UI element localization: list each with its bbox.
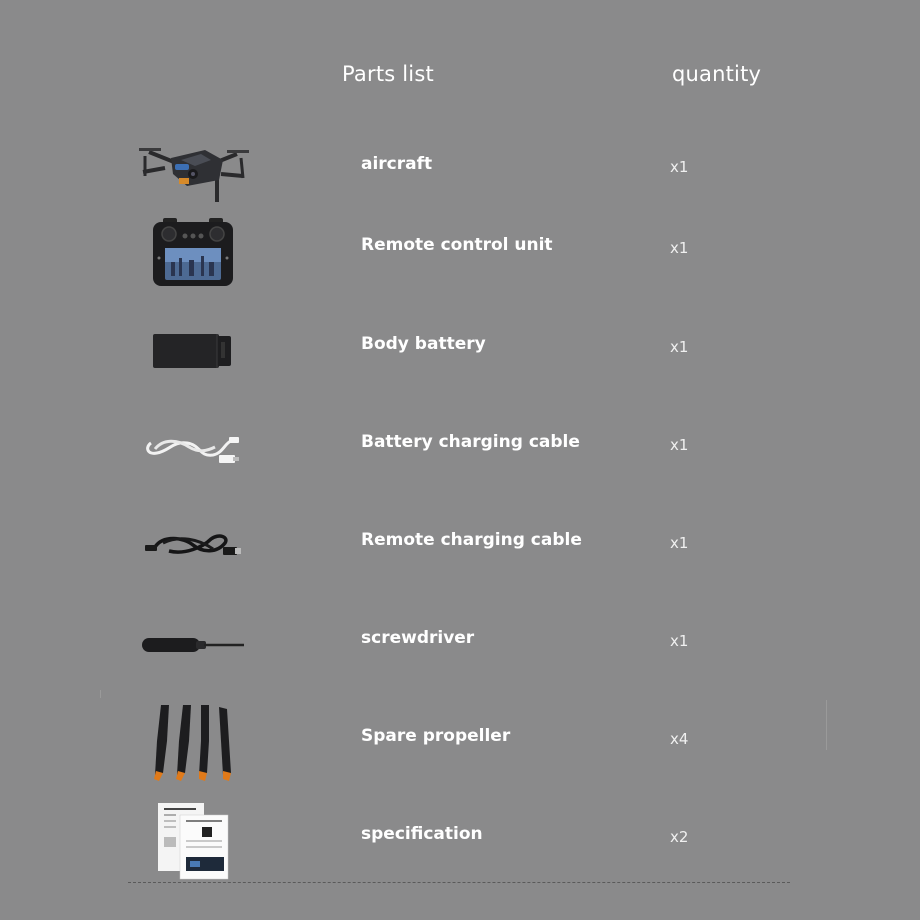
bottom-divider: [128, 882, 790, 883]
list-item: [0, 203, 920, 301]
divider: [826, 700, 827, 750]
list-item: [0, 302, 920, 400]
item-name: aircraft: [361, 154, 433, 174]
item-quantity: x1: [670, 338, 689, 356]
item-quantity: x4: [670, 730, 689, 748]
remote-controller-icon: [128, 203, 258, 301]
manual-icon: [128, 792, 258, 890]
list-item: [0, 596, 920, 694]
black-cable-icon: [128, 498, 258, 596]
propeller-icon: [128, 694, 258, 792]
item-name: Spare propeller: [361, 726, 511, 746]
item-quantity: x1: [670, 239, 689, 257]
list-item: [0, 694, 920, 792]
list-item: [0, 792, 920, 890]
item-name: Battery charging cable: [361, 432, 580, 452]
item-quantity: x1: [670, 436, 689, 454]
item-quantity: x1: [670, 632, 689, 650]
quantity-header: quantity: [672, 62, 762, 86]
battery-icon: [128, 302, 258, 400]
item-name: screwdriver: [361, 628, 475, 648]
parts-list-header: Parts list: [342, 62, 434, 86]
divider: [100, 690, 101, 698]
item-name: Remote charging cable: [361, 530, 582, 550]
item-name: specification: [361, 824, 483, 844]
item-quantity: x1: [670, 534, 689, 552]
item-name: Remote control unit: [361, 235, 553, 255]
item-name: Body battery: [361, 334, 486, 354]
list-item: [0, 400, 920, 498]
screwdriver-icon: [128, 596, 258, 694]
white-cable-icon: [128, 400, 258, 498]
list-item: [0, 498, 920, 596]
item-quantity: x1: [670, 158, 689, 176]
item-quantity: x2: [670, 828, 689, 846]
